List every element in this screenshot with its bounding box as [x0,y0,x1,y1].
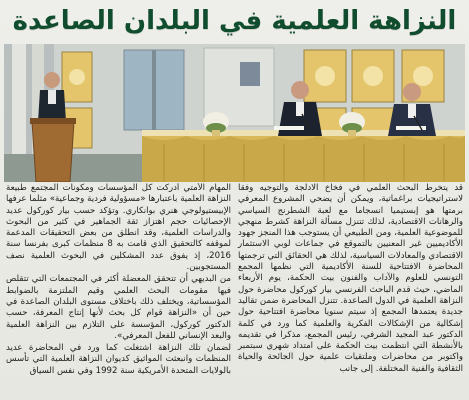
conference-scene-illustration [4,44,465,182]
article-column-left [4,183,233,400]
article-paragraph: من البديهي أن تتحقق المعضلة أكثر في المجتمعات التي تتقلص فيها مقومات البحث العلمي وقيم الملتزمة بالضوابط المؤسساتية، ويختلف ذلك باختلاف مستوى البلدان الصاعدة في حين أن «النزاهة قوام كل بحث لأنها إنتاج المعرفة، حسب الدكتور كوركول، المؤسسة على التلازم بين النزاهة العلمية والبعد الإنساني للفعل المعرفي». [6,274,231,341]
article-column-right [236,183,465,400]
article-photo [4,44,465,182]
article-paragraph: لضمان تلك النزاهة اشتغلت كما ورد في المحاضرة عديد المنظمات وانبعثت المواثيق كديوان النزاهة العلمية التي تأسس بالولايات المتحدة الأمريكية سنة 1992 وفي نفس السياق [6,343,231,376]
article-headline: النزاهة العلمية في البلدان الصاعدة [12,6,457,36]
article-paragraph: المهام الأمتي أدركت كل المؤسسات ومكونات المجتمع طبيعة النزاهة العلمية باعتبارها «مسؤولية فردية وجماعية» مثلما عرفها الإبيستيولوجي هنري بوانكاري. وتؤكد حسب بيار كوركول عديد الإحصائيات حجم اهتزاز ثقة الجماهير في كثير من البحوث والدراسات العلمية، وقد انطلق من بعض التحقيقات المدعمة لموقفه كالتحقيق الذي قامت به 8 منظمات كبرى بفرنسا سنة 2016، إذ يفوق عدد المشكلين في البحوث العلمية نصف المستجوبين. [6,183,232,273]
article-paragraph: قد يتخرط البحث العلمي في فخاخ الادلجة والتوجيه وفقا لاستراتيجيات براغماتية، ويمكن أن يضحي المشروع المعرفي برمتها هو إبستيميا انسجاما مع لعبة الشطرنج السياسي والرهانات الاقتصادية، لذلك تتنزل مسألة النزاهة كشرط منهجي للموضوعية العلمية، ومن الطبيعي أن يستوجب هذا المنجز جهود الأكاديميين غير المعنيين بالتموقع في جماعات لوبي الاستثمار الاقتصادي والمعادلات السياسية، لذلك هي الحقائق التي ترجمتها المحاضرة الافتتاحية للسنة الأكاديمية التي نظمها المجمع التونسي للعلوم والآداب والفنون بيت الحكمة، يوم الأربعاء الماضي، حيث قدم الباحث الفرنسي بيار كوركول محاضرة حول النزاهة العلمية في الدول الصاعدة. تتنزل المحاضرة ضمن تقاليد جديدة يعتمدها المجمع إذ سيتم سنويا محاضرة افتتاحية حول إشكالية من الإشكالات الفكرية والعلمية كما ورد في كلمة الدكتور عبد المجيد الشرفي، رئيس المجمع، مذكرا في تقديمه بالأنشطة التي انتظمت بيت الحكمة على امتداد شهري سبتمبر واكتوبر من محاضرات وملتقيات علمية حول الجائحة والحياة الثقافية والفنية المختلفة. إلى جانب [238,183,463,374]
article-body [4,183,465,400]
